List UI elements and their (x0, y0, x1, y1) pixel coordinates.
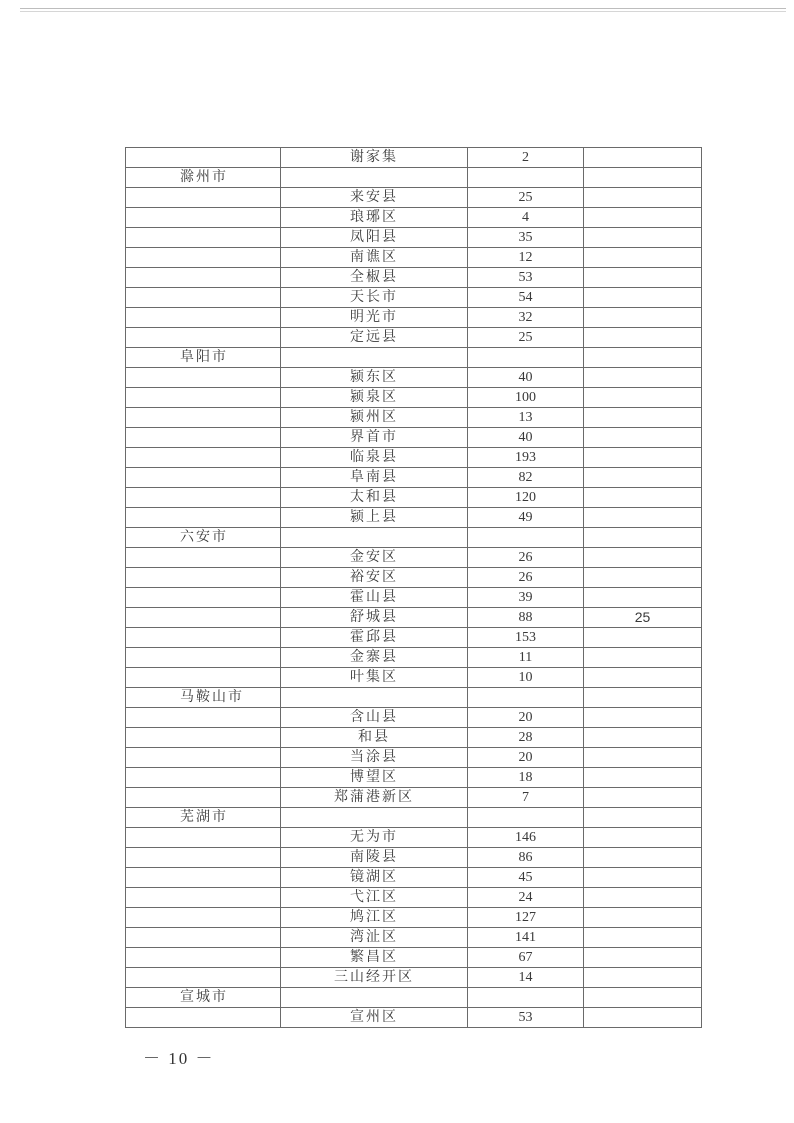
district-cell: 定远县 (281, 328, 468, 348)
extra-cell (584, 428, 702, 448)
scan-edge-line (20, 8, 786, 9)
table-row (126, 588, 702, 608)
count-cell: 127 (468, 908, 584, 928)
table-row (126, 248, 702, 268)
district-cell: 明光市 (281, 308, 468, 328)
city-cell (126, 308, 281, 328)
extra-cell (584, 488, 702, 508)
count-cell: 20 (468, 708, 584, 728)
district-cell (281, 688, 468, 708)
extra-cell (584, 848, 702, 868)
city-cell: 六安市 (126, 528, 281, 548)
district-cell: 弋江区 (281, 888, 468, 908)
page-number: － 10 － (143, 1049, 215, 1068)
table-row (126, 708, 702, 728)
count-cell: 53 (468, 268, 584, 288)
district-cell: 裕安区 (281, 568, 468, 588)
count-cell: 10 (468, 668, 584, 688)
count-cell: 11 (468, 648, 584, 668)
extra-cell (584, 508, 702, 528)
count-cell (468, 808, 584, 828)
city-header-row (126, 528, 702, 548)
city-cell (126, 268, 281, 288)
extra-cell (584, 788, 702, 808)
count-cell (468, 348, 584, 368)
city-cell (126, 748, 281, 768)
district-cell: 鸠江区 (281, 908, 468, 928)
table-row (126, 148, 702, 168)
table-row (126, 448, 702, 468)
count-cell: 40 (468, 368, 584, 388)
count-cell: 45 (468, 868, 584, 888)
extra-cell (584, 308, 702, 328)
city-cell: 马鞍山市 (126, 688, 281, 708)
extra-cell (584, 288, 702, 308)
city-cell (126, 768, 281, 788)
table-row (126, 948, 702, 968)
city-cell (126, 568, 281, 588)
table-row (126, 768, 702, 788)
city-cell (126, 208, 281, 228)
extra-cell (584, 728, 702, 748)
count-cell: 120 (468, 488, 584, 508)
extra-cell (584, 768, 702, 788)
city-cell (126, 708, 281, 728)
extra-cell (584, 208, 702, 228)
district-cell: 临泉县 (281, 448, 468, 468)
district-cell: 琅琊区 (281, 208, 468, 228)
district-cell: 来安县 (281, 188, 468, 208)
count-cell: 7 (468, 788, 584, 808)
count-cell (468, 528, 584, 548)
table-row (126, 1008, 702, 1028)
city-cell (126, 648, 281, 668)
table-row (126, 408, 702, 428)
table-row (126, 508, 702, 528)
city-cell (126, 408, 281, 428)
count-cell: 153 (468, 628, 584, 648)
district-cell: 天长市 (281, 288, 468, 308)
district-cell: 含山县 (281, 708, 468, 728)
count-cell: 32 (468, 308, 584, 328)
district-cell: 金寨县 (281, 648, 468, 668)
district-cell: 谢家集 (281, 148, 468, 168)
city-cell (126, 788, 281, 808)
city-cell (126, 908, 281, 928)
district-cell: 凤阳县 (281, 228, 468, 248)
district-cell: 舒城县 (281, 608, 468, 628)
extra-cell (584, 808, 702, 828)
table-row (126, 928, 702, 948)
city-cell (126, 508, 281, 528)
extra-cell (584, 368, 702, 388)
city-cell (126, 488, 281, 508)
table-row (126, 748, 702, 768)
count-cell: 28 (468, 728, 584, 748)
district-cell: 霍山县 (281, 588, 468, 608)
city-cell (126, 248, 281, 268)
extra-cell (584, 628, 702, 648)
table-row (126, 888, 702, 908)
district-cell (281, 348, 468, 368)
count-cell (468, 688, 584, 708)
table-row (126, 968, 702, 988)
extra-cell (584, 148, 702, 168)
extra-cell (584, 248, 702, 268)
scan-edge-line-secondary (20, 11, 786, 12)
district-cell: 博望区 (281, 768, 468, 788)
city-cell (126, 828, 281, 848)
table-row (126, 308, 702, 328)
city-cell (126, 388, 281, 408)
count-cell: 193 (468, 448, 584, 468)
extra-cell (584, 1008, 702, 1028)
district-cell: 霍邱县 (281, 628, 468, 648)
city-cell (126, 948, 281, 968)
count-cell: 14 (468, 968, 584, 988)
table-row (126, 328, 702, 348)
table-body (126, 148, 702, 1028)
count-cell: 40 (468, 428, 584, 448)
extra-cell (584, 448, 702, 468)
extra-cell (584, 668, 702, 688)
table-row (126, 848, 702, 868)
table-row (126, 388, 702, 408)
city-header-row (126, 988, 702, 1008)
district-cell (281, 528, 468, 548)
district-cell: 全椒县 (281, 268, 468, 288)
extra-cell (584, 268, 702, 288)
district-cell: 颍州区 (281, 408, 468, 428)
extra-cell (584, 588, 702, 608)
table-row (126, 468, 702, 488)
city-cell (126, 728, 281, 748)
count-cell: 100 (468, 388, 584, 408)
count-cell: 25 (468, 328, 584, 348)
count-cell: 86 (468, 848, 584, 868)
district-cell (281, 988, 468, 1008)
table-row (126, 648, 702, 668)
district-cell: 繁昌区 (281, 948, 468, 968)
city-cell (126, 1008, 281, 1028)
district-cell: 界首市 (281, 428, 468, 448)
table-row (126, 428, 702, 448)
count-cell: 25 (468, 188, 584, 208)
district-cell: 三山经开区 (281, 968, 468, 988)
city-cell (126, 888, 281, 908)
extra-cell (584, 328, 702, 348)
city-cell (126, 428, 281, 448)
table-row (126, 788, 702, 808)
table-row (126, 868, 702, 888)
table-row (126, 728, 702, 748)
table-row (126, 908, 702, 928)
district-cell: 无为市 (281, 828, 468, 848)
count-cell: 2 (468, 148, 584, 168)
extra-cell (584, 828, 702, 848)
table-row (126, 568, 702, 588)
table-row (126, 208, 702, 228)
district-cell: 郑蒲港新区 (281, 788, 468, 808)
district-cell: 镜湖区 (281, 868, 468, 888)
city-cell (126, 148, 281, 168)
extra-cell (584, 648, 702, 668)
count-cell: 26 (468, 548, 584, 568)
extra-cell (584, 708, 702, 728)
city-cell (126, 628, 281, 648)
city-cell: 滁州市 (126, 168, 281, 188)
district-cell: 颍泉区 (281, 388, 468, 408)
extra-cell (584, 168, 702, 188)
city-cell (126, 548, 281, 568)
extra-cell (584, 568, 702, 588)
table-row (126, 668, 702, 688)
district-cell: 和县 (281, 728, 468, 748)
extra-cell (584, 528, 702, 548)
extra-cell (584, 188, 702, 208)
district-cell (281, 808, 468, 828)
extra-cell (584, 928, 702, 948)
table-row (126, 268, 702, 288)
extra-cell (584, 888, 702, 908)
extra-cell: 25 (584, 608, 702, 628)
count-cell: 54 (468, 288, 584, 308)
city-cell: 阜阳市 (126, 348, 281, 368)
count-cell (468, 168, 584, 188)
city-cell (126, 188, 281, 208)
district-cell: 南谯区 (281, 248, 468, 268)
district-cell: 金安区 (281, 548, 468, 568)
table-row (126, 828, 702, 848)
city-header-row (126, 168, 702, 188)
table-row (126, 548, 702, 568)
city-cell (126, 848, 281, 868)
count-cell: 88 (468, 608, 584, 628)
city-cell (126, 868, 281, 888)
count-cell: 39 (468, 588, 584, 608)
city-cell (126, 588, 281, 608)
city-cell (126, 368, 281, 388)
table-row (126, 368, 702, 388)
count-cell: 18 (468, 768, 584, 788)
count-cell: 141 (468, 928, 584, 948)
count-cell: 82 (468, 468, 584, 488)
table-row (126, 628, 702, 648)
extra-cell (584, 948, 702, 968)
district-cell: 叶集区 (281, 668, 468, 688)
count-cell: 146 (468, 828, 584, 848)
table-row (126, 488, 702, 508)
city-cell: 宣城市 (126, 988, 281, 1008)
extra-cell (584, 468, 702, 488)
city-cell (126, 328, 281, 348)
district-cell: 颍东区 (281, 368, 468, 388)
extra-cell (584, 988, 702, 1008)
city-cell (126, 968, 281, 988)
extra-cell (584, 968, 702, 988)
extra-cell (584, 228, 702, 248)
count-cell: 35 (468, 228, 584, 248)
count-cell: 12 (468, 248, 584, 268)
city-cell (126, 928, 281, 948)
table-row (126, 188, 702, 208)
count-cell: 67 (468, 948, 584, 968)
city-cell (126, 288, 281, 308)
count-cell: 53 (468, 1008, 584, 1028)
city-cell (126, 228, 281, 248)
extra-cell (584, 388, 702, 408)
table-row (126, 228, 702, 248)
extra-cell (584, 908, 702, 928)
table-row (126, 608, 702, 628)
city-cell (126, 608, 281, 628)
district-count-table (125, 147, 702, 1028)
extra-cell (584, 748, 702, 768)
district-cell: 南陵县 (281, 848, 468, 868)
count-cell: 20 (468, 748, 584, 768)
district-cell: 宣州区 (281, 1008, 468, 1028)
count-cell: 49 (468, 508, 584, 528)
count-cell: 24 (468, 888, 584, 908)
district-cell: 太和县 (281, 488, 468, 508)
count-cell (468, 988, 584, 1008)
city-cell (126, 468, 281, 488)
extra-cell (584, 408, 702, 428)
city-cell (126, 668, 281, 688)
district-cell: 湾沚区 (281, 928, 468, 948)
table-row (126, 288, 702, 308)
extra-cell (584, 548, 702, 568)
extra-cell (584, 348, 702, 368)
city-cell (126, 448, 281, 468)
extra-cell (584, 868, 702, 888)
count-cell: 26 (468, 568, 584, 588)
city-header-row (126, 808, 702, 828)
district-cell (281, 168, 468, 188)
count-cell: 13 (468, 408, 584, 428)
count-cell: 4 (468, 208, 584, 228)
city-header-row (126, 688, 702, 708)
district-cell: 颍上县 (281, 508, 468, 528)
extra-cell (584, 688, 702, 708)
district-cell: 阜南县 (281, 468, 468, 488)
city-header-row (126, 348, 702, 368)
district-cell: 当涂县 (281, 748, 468, 768)
city-cell: 芜湖市 (126, 808, 281, 828)
